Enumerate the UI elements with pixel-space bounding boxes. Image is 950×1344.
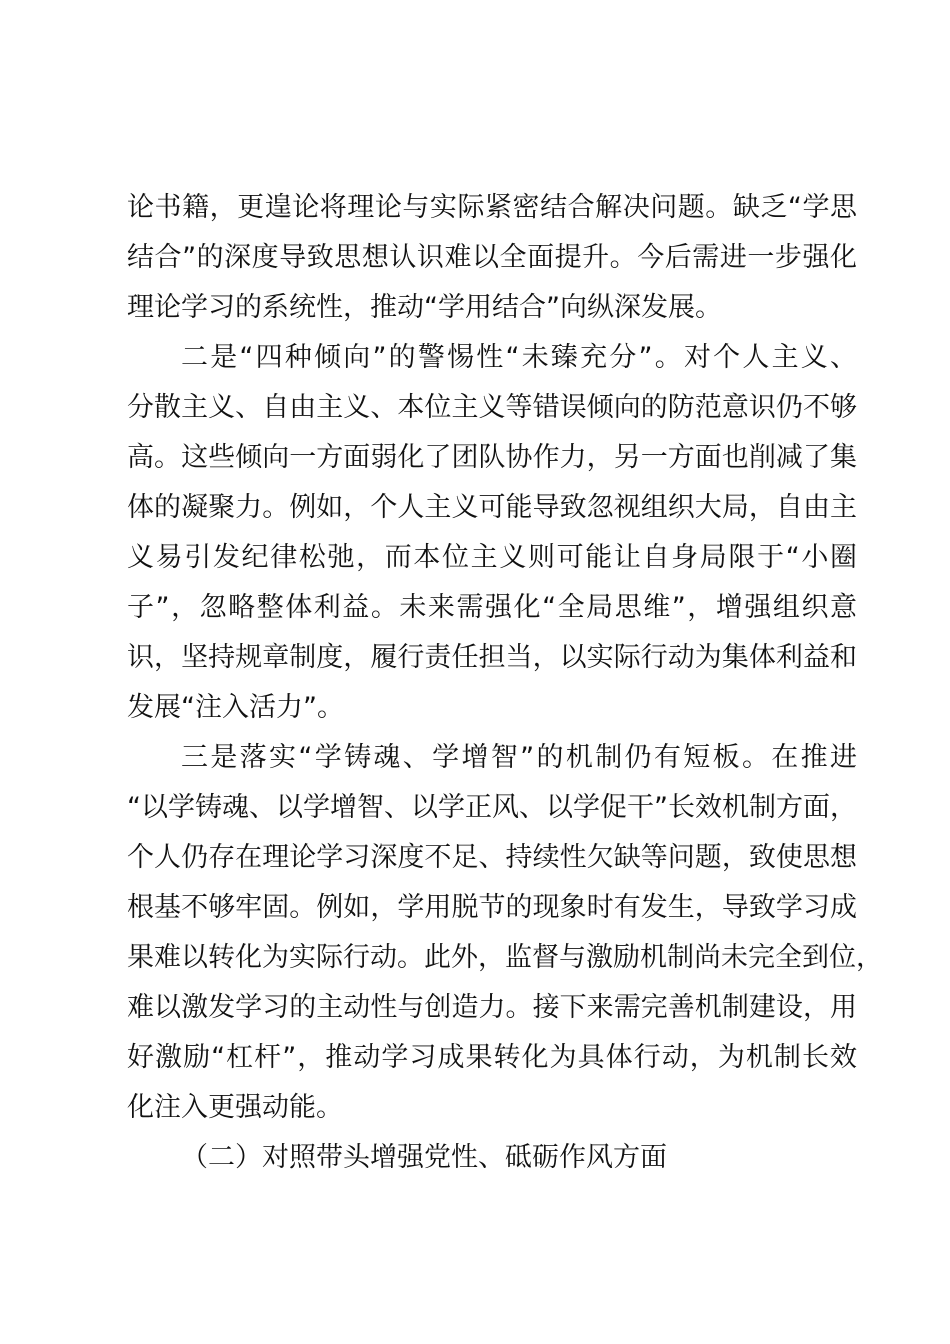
text-line: 高。这些倾向一方面弱化了团队协作力，另一方面也削减了集 — [127, 442, 857, 473]
text-line: 化注入更强动能。 — [127, 1092, 343, 1123]
paragraph-first-line: 三是落实“学铸魂、学增智”的机制仍有短板。在推进 — [181, 742, 857, 773]
section-heading: （二）对照带头增强党性、砥砺作风方面 — [181, 1142, 667, 1173]
paragraph-first-line: 二是“四种倾向”的警惕性“未臻充分”。对个人主义、 — [181, 342, 857, 373]
text-line: 义易引发纪律松弛，而本位主义则可能让自身局限于“小圈 — [127, 542, 857, 573]
text-line: 发展“注入活力”。 — [127, 692, 344, 723]
text-line: 论书籍，更遑论将理论与实际紧密结合解决问题。缺乏“学思 — [127, 192, 857, 223]
text-line: 体的凝聚力。例如，个人主义可能导致忽视组织大局，自由主 — [127, 492, 857, 523]
text-line: 分散主义、自由主义、本位主义等错误倾向的防范意识仍不够 — [127, 392, 857, 423]
text-line: 结合”的深度导致思想认识难以全面提升。今后需进一步强化 — [127, 242, 857, 273]
text-line: 根基不够牢固。例如，学用脱节的现象时有发生，导致学习成 — [127, 892, 857, 923]
text-line: 好激励“杠杆”，推动学习成果转化为具体行动，为机制长效 — [127, 1042, 857, 1073]
text-line: 子”，忽略整体利益。未来需强化“全局思维”，增强组织意 — [127, 592, 857, 623]
text-line: 果难以转化为实际行动。此外，监督与激励机制尚未完全到位， — [127, 942, 883, 973]
text-line: 理论学习的系统性，推动“学用结合”向纵深发展。 — [127, 292, 722, 323]
text-line: 难以激发学习的主动性与创造力。接下来需完善机制建设，用 — [127, 992, 857, 1023]
document-body — [127, 183, 883, 1183]
text-line: 个人仍存在理论学习深度不足、持续性欠缺等问题，致使思想 — [127, 842, 857, 873]
text-line: 识，坚持规章制度，履行责任担当，以实际行动为集体利益和 — [127, 642, 857, 673]
text-line: “以学铸魂、以学增智、以学正风、以学促干”长效机制方面， — [127, 792, 857, 823]
